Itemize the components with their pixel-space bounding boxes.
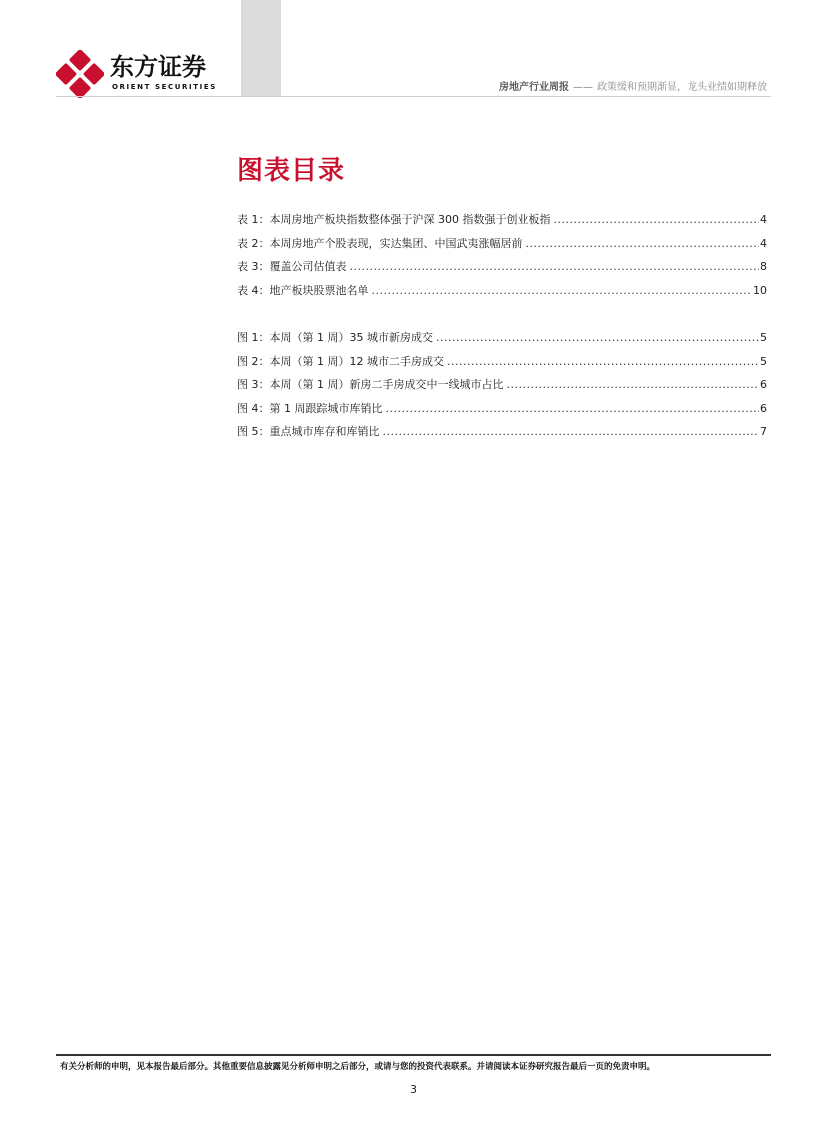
toc-leader-dots — [553, 212, 759, 228]
toc-entry-table-2[interactable] — [237, 236, 767, 260]
toc-entry-table-3[interactable] — [237, 259, 767, 283]
toc-leader-dots — [383, 424, 760, 440]
toc-entry-label: 表 4：地产板块股票池名单 — [237, 283, 369, 297]
toc-entry-label: 图 3：本周（第 1 周）新房二手房成交中一线城市占比 — [237, 378, 504, 391]
toc-entry-page: 5 — [760, 354, 767, 368]
toc-entry-figure-5[interactable] — [237, 424, 767, 448]
report-type: 房地产行业周报 — [499, 82, 569, 93]
logo-chinese-name: 东方证券 — [110, 53, 206, 81]
toc-entry-figure-1[interactable] — [237, 330, 767, 354]
toc-entry-figure-3[interactable] — [237, 377, 767, 401]
toc-entry-label: 表 3：覆盖公司估值表 — [237, 260, 347, 273]
toc-figures-list — [237, 330, 767, 448]
toc-entry-label: 图 4：第 1 周跟踪城市库销比 — [237, 401, 383, 415]
toc-entry-label: 表 2：本周房地产个股表现，实达集团、中国武夷涨幅居前 — [237, 236, 523, 250]
toc-leader-dots — [526, 236, 760, 252]
report-subtitle: 政策缓和预期渐显，龙头业绩如期释放 — [597, 82, 767, 93]
toc-entry-table-4[interactable] — [237, 283, 767, 307]
toc-entry-page: 7 — [760, 425, 767, 438]
footer-disclaimer: 有关分析师的申明，见本报告最后部分。其他重要信息披露见分析师申明之后部分，或请与您的投资代表联系。并请阅读本证券研究报告最后一页的免责申明。 — [60, 1062, 656, 1072]
toc-entry-page: 5 — [760, 331, 767, 344]
toc-entry-figure-2[interactable] — [237, 354, 767, 378]
toc-entry-page: 4 — [760, 213, 767, 226]
header-dash: —— — [573, 82, 593, 93]
toc-entry-figure-4[interactable] — [237, 401, 767, 425]
toc-leader-dots — [372, 283, 753, 299]
company-logo — [56, 50, 226, 100]
toc-leader-dots — [507, 377, 760, 393]
toc-entry-table-1[interactable] — [237, 212, 767, 236]
report-header — [499, 82, 767, 94]
toc-tables-list — [237, 212, 767, 306]
toc-entry-page: 8 — [760, 260, 767, 273]
toc-entry-page: 6 — [760, 401, 767, 415]
toc-leader-dots — [386, 401, 760, 417]
toc-entry-page: 6 — [760, 378, 767, 391]
logo-english-name: ORIENT SECURITIES — [112, 83, 217, 91]
footer-divider — [56, 1054, 771, 1056]
toc-title: 图表目录 — [237, 156, 346, 186]
toc-entry-label: 图 1：本周（第 1 周）35 城市新房成交 — [237, 331, 433, 344]
toc-leader-dots — [447, 354, 759, 370]
page-number: 3 — [410, 1083, 417, 1096]
toc-entry-label: 图 2：本周（第 1 周）12 城市二手房成交 — [237, 354, 444, 368]
toc-entry-page: 4 — [760, 236, 767, 250]
toc-entry-page: 10 — [753, 283, 767, 297]
orient-logo-icon — [56, 50, 104, 98]
header-divider — [56, 96, 771, 97]
toc-leader-dots — [436, 330, 759, 346]
header-decor-band — [241, 0, 281, 96]
toc-entry-label: 图 5：重点城市库存和库销比 — [237, 425, 380, 438]
toc-entry-label: 表 1：本周房地产板块指数整体强于沪深 300 指数强于创业板指 — [237, 213, 551, 226]
toc-leader-dots — [350, 259, 760, 275]
